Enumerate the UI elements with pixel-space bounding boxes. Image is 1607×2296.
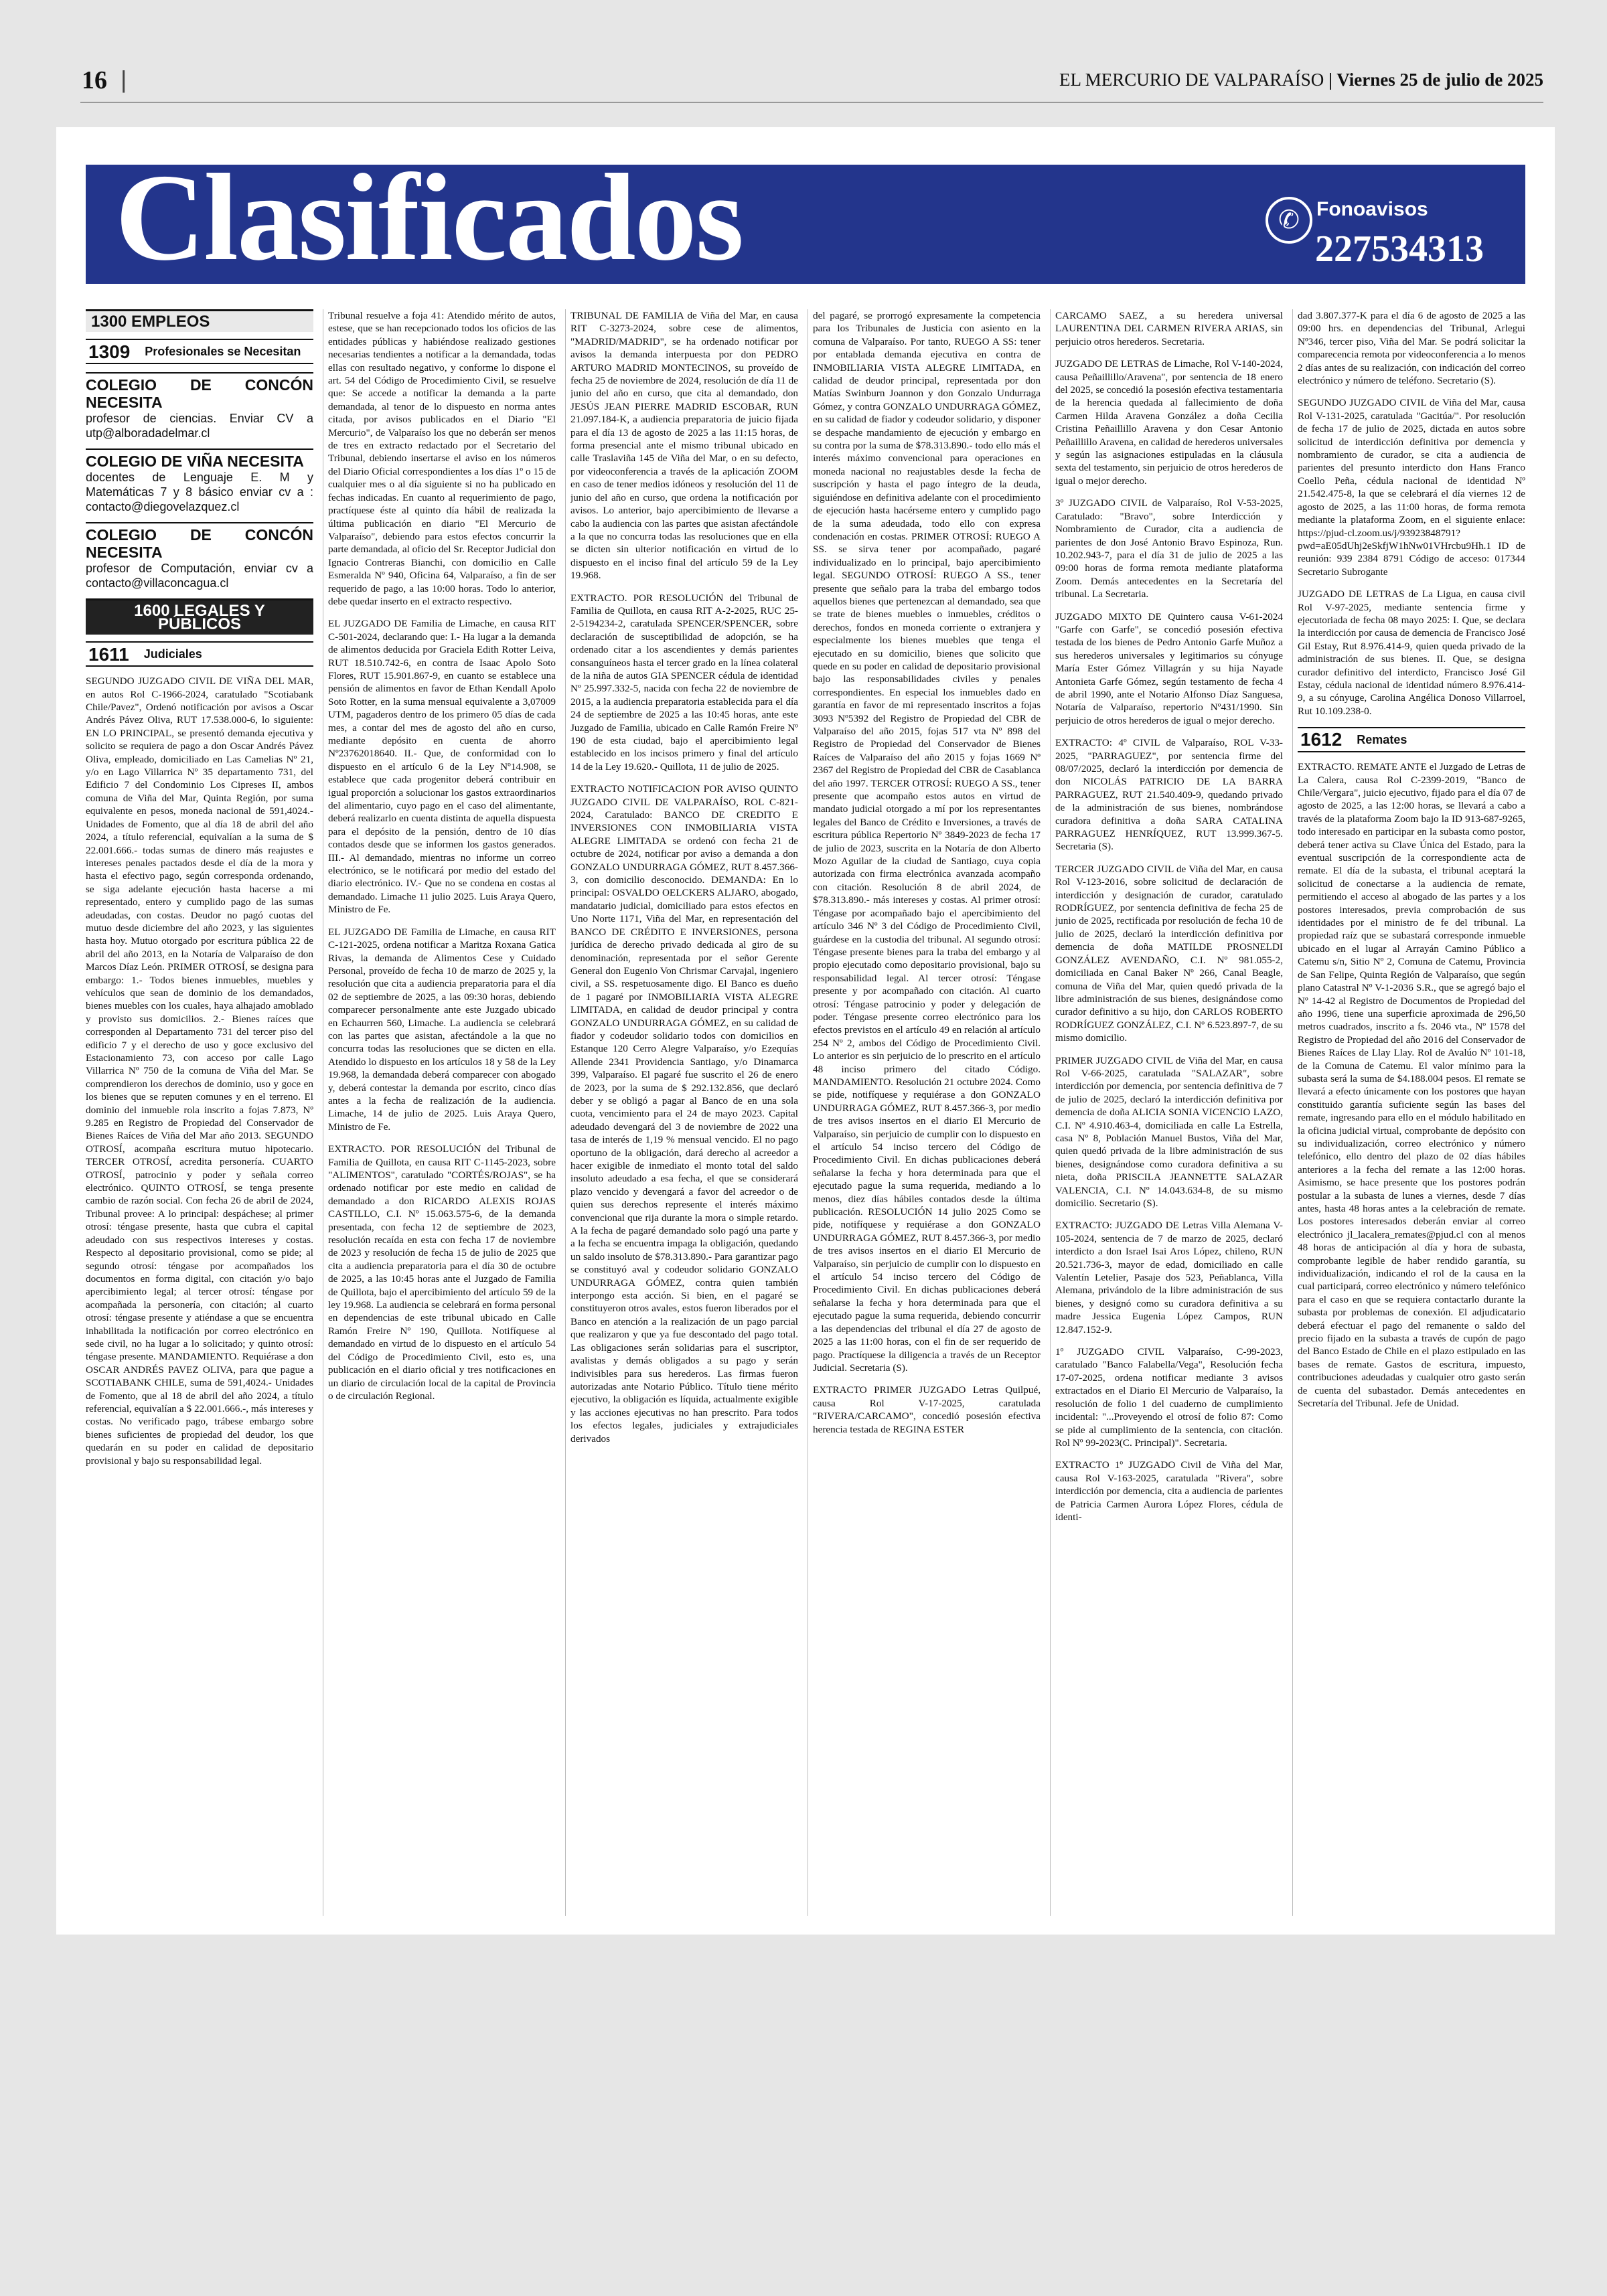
legal-notice: EXTRACTO 1º JUZGADO Civil de Viña del Mar, causa Rol V-163-2025, caratulada "Rivera", sobre interdicción por demencia, cita a audiencia de parientes de Patricia Carmen Aurora López Flores, cédula de identi-	[1055, 1459, 1283, 1523]
legal-notice: SEGUNDO JUZGADO CIVIL de Viña del Mar, causa Rol V-131-2025, caratulada "Gacitúa/". Por resolución de fecha 17 de julio de 2025, dictada en autos sobre solicitud de interdicción definitiva por demencia y nombramiento de curador, se cita a audiencia de parientes del presunto interdicto don Hans Franco Coello Peña, cédula nacional de identidad Nº 21.542.475-8, la que se celebrará el día viernes 12 de agosto de 2025, a las 11:00 horas, de forma remota mediante la plataforma Zoom, en el siguiente enlace: https://pjud-cl.zoom.us/j/93923848791?pwd=aE05dUhj2eSkfjW1hNw01VHrcbu9Hh.1 ID de reunión: 939 2384 8791 Código de acceso: 017344 Secretario Subrogante	[1298, 397, 1525, 578]
publication-name: EL MERCURIO DE VALPARAÍSO	[1059, 70, 1324, 90]
legal-notice: EL JUZGADO DE Familia de Limache, en causa RIT C-501-2024, declarando que: I.- Ha lugar a la demanda de alimentos deducida por Graciela Edith Rotter Leiva, RUT 18.510.742-6, en contra de Isaac Apolo Soto Flores, RUT 15.901.867-9, en cuanto se establece una pensión de alimentos en favor de Ethan Kendall Apolo Soto Rotter, en la suma mensual equivalente a 3,07009 UTM, pagaderos dentro de los primero 05 días de cada mes, a contar del mes de agosto del año en curso, mediante depósito en cuenta de ahorro Nº23762018640. II.- Que, de conformidad con lo dispuesto en el artículo 6 de la Ley Nº14.908, se establece que cada progenitor deberá contribuir en igual proporción a solucionar los gastos extraordinarios del alimentario, cuyo pago en el caso del alimentante, deberá realizarlo en cuenta distinta de aquella dispuesta para el depósito de la pensión, dentro de 10 días contados desde que se informen los gastos generados. III.- Al demandado, mientras no informe un correo electrónico, se le notificará por medio del estado del diario electrónico. IV.- Que no se condena en costas al demandado. Limache 11 julio 2025. Luis Araya Quero, Ministro de Fe.	[328, 618, 556, 916]
ad-body: docentes de Lenguaje E. M y Matemáticas 7 y 8 básico enviar cv a : contacto@diegovelazquez.cl	[86, 471, 313, 514]
legal-notice: EXTRACTO: 4º CIVIL de Valparaíso, ROL V-33-2025, "PARRAGUEZ", por sentencia firme del 08/07/2025, declaró la interdicción por demencia de don NICOLÁS PATRICIO DE LA BARRA PARRAGUEZ, RUT 21.540.409-9, quedando privado de la administración de sus bienes, nombrándose curadora definitiva a doña SARA CATALINA PARRAGUEZ HENRÍQUEZ, RUT 13.999.367-5. Secretaria (S).	[1055, 737, 1283, 853]
classifieds-columns	[86, 309, 1525, 1916]
legal-notice: del pagaré, se prorrogó expresamente la competencia para los Tribunales de Justicia con asiento en la comuna de Valparaíso. Por tanto, RUEGO A SS: tener por entablada demanda ejecutiva en contra de INMOBILIARIA VISTA ALEGRE LIMITADA, en calidad de deudor principal, representada por don Matías Swinburn Joannon y don Gonzalo Undurraga Gómez, y contra GONZALO UNDURRAGA GÓMEZ, en su calidad de fiador y codeudor solidario, y disponer se despache mandamiento de ejecución y embargo en su contra por la suma de $78.313.890.- todo ello más el interés máximo convencional para operaciones en moneda nacional no reajustables desde la fecha de suscripción y hasta el pago íntegro de la deuda, siguiéndose en definitiva adelante con el procedimiento de ejecución hasta hacérseme entero y cumplido pago de la suma adeudada, todo ello con expresa condenación en costas. PRIMER OTROSÍ: RUEGO A SS. se sirva tener por acompañado, pagaré individualizado en lo principal, bajo apercibimiento legal. SEGUNDO OTROSÍ: RUEGO A SS., tener presente que señalo para la traba del embargo todos aquellos bienes que pertenezcan al demandado, sea que se trate de bienes muebles o inmuebles, créditos o derechos, fondos en moneda corriente o extranjera y especialmente los bienes muebles que tenga el ejecutado en su domicilio, bienes que solicito que quede en su poder en calidad de depositario provisional bajo las responsabilidades civiles y penales correspondientes. En especial los inmuebles dado en garantía en favor de mi representado inscritos a fojas 3093 Nº5392 del Registro de Propiedad del CBR de Valparaíso del año 2015, fojas 517 vta Nº 898 del Registro de Propiedad del Conservador de Bienes Raíces de Valparaíso del año 2015 y fojas 1669 Nº 2367 del Registro de Propiedad del CBR de Casablanca del año 1997. TERCER OTROSÍ: RUEGO A SS., tener presente que acompaño estos autos en virtud de mandato judicial otorgado a mí por los representantes legales del Banco de Crédito e Inversiones, a través de escritura pública Repertorio Nº 3849-2023 de fecha 17 de julio de 2023, suscrita en la Notaría de don Alberto Mozo Aguilar de la ciudad de Santiago, cuya copia autorizada con firma electrónica avanzada acompaño con citación. Resolución 8 de abril 2024, de $78.313.890.- más intereses y costas. Al primer otrosí: Téngase por acompañado bajo el apercibimiento del artículo 346 Nº 3 del Código de Procedimiento Civil, guárdese en la custodia del tribunal. Al segundo otrosí: Téngase presente bienes para la traba del embargo y al propio ejecutado como depositario provisional, bajo su responsabilidad legal. Al tercer otrosí: Téngase presente y por acompañado con citación. Al cuarto otrosí: Téngase patrocinio y poder y delegación de poder. Téngase presente correo electrónico para los efectos previstos en el artículo 49 en relación al artículo 254 Nº 2, ambos del Código de Procedimiento Civil. Lo anterior es sin perjuicio de lo prescrito en el artículo 48 inciso primero del citado Código. MANDAMIENTO. Resolución 21 octubre 2024. Como se pide, notifíquese y requiérase a don GONZALO UNDURRAGA GÓMEZ, RUT 8.457.366-3, por medio de tres avisos insertos en el diario El Mercurio de Valparaíso, sin perjuicio de cumplir con lo dispuesto en el artículo 54 inciso tercero del Código de Procedimiento Civil. En dichas publicaciones deberá señalarse la fecha y hora determinada para que el ejecutado pague la suma requerida, mediando a lo menos, diez días hábiles contados desde la última publicación. RESOLUCIÓN 14 julio 2025 Como se pide, notifíquese y requiérase a don GONZALO UNDURRAGA GÓMEZ, RUT 8.457.366-3, por medio de tres avisos insertos en el diario El Mercurio de Valparaíso, sin perjuicio de cumplir con lo dispuesto en el artículo 54 inciso tercero del Código de Procedimiento Civil. En dichas publicaciones deberá señalarse la fecha y hora determinada para que el ejecutado pague la suma requerida, debiendo concurrir a las dependencias del tribunal el día 27 de agosto de 2025 a las 11:00 horas, con el fin de ser requerido de pago. Practíquese la diligencia a través de un Receptor Judicial. Secretaria (S).	[813, 310, 1041, 1374]
page-number: 16	[82, 66, 107, 94]
subsection-name: Judiciales	[143, 647, 202, 661]
page-number-separator: |	[121, 66, 127, 93]
legal-notice: EL JUZGADO DE Familia de Limache, en causa RIT C-121-2025, ordena notificar a Maritza Roxana Gatica Rivas, la demanda de Alimentos Cese y Cuidado Personal, proveído de fecha 10 de marzo de 2025 y, la resolución que cita a audiencia preparatoria para el día 02 de septiembre de 2025, a las 09:30 horas, debiendo comparecer personalmente ante este Juzgado ubicado en Echaurren 560, Limache. La audiencia se celebrará con las partes que asistan, afectándole a la que no concurra todas las resoluciones que se dicten en ella. Atendido lo dispuesto en los artículos 18 y 58 de la Ley 19.968, la demandada deberá comparecer con abogado y, deberá contestar la demanda por escrito, cinco días antes a la fecha de realización de la audiencia. Limache, 14 de julio de 2025. Luis Araya Quero, Ministro de Fe.	[328, 926, 556, 1133]
legal-notice: EXTRACTO. POR RESOLUCIÓN del Tribunal de Familia de Quillota, en causa RIT A-2-2025, RUC 25-2-5194234-2, caratulada SPENCER/SPENCER, sobre declaración de susceptibilidad de adopción, se ha ordenado citar a los ascendientes y demás parientes consanguíneos hasta el tercer grado en la línea colateral de la niña de autos GIA SPENCER cédula de identidad Nº 25.997.332-5, nacida con fecha 22 de noviembre de 2015, a la audiencia preparatoria establecida para el día 24 de septiembre de 2025 a las 10:45 horas, ante este Juzgado de Familia, ubicado en Calle Ramón Freire Nº 190 de esta ciudad, bajo el apercibimiento legal establecido en los incisos primero y final del artículo 14 de la Ley 19.620.- Quillota, 11 de julio de 2025.	[570, 592, 798, 772]
column-6	[1298, 309, 1525, 1916]
ad-title: COLEGIO DE CONCÓN NECESITA	[86, 372, 313, 411]
column-1	[86, 309, 313, 1916]
legal-notice: 3º JUZGADO CIVIL de Valparaíso, Rol V-53-2025, Caratulado: "Bravo", sobre Interdicción y Nombramiento de Curador, cita a audiencia de parientes de don José Antonio Bravo Espinoza, Run. 10.202.943-7, para el día 31 de julio de 2025 a las 09:00 horas de forma remota mediante plataforma Zoom. Demás antecedentes en la Secretaría del tribunal. La Secretaria.	[1055, 497, 1283, 600]
classifieds-banner	[86, 149, 1525, 286]
subsection-remates	[1298, 727, 1525, 752]
publication-date: Viernes 25 de julio de 2025	[1336, 70, 1543, 90]
ad-title: COLEGIO DE CONCÓN NECESITA	[86, 522, 313, 561]
section-empleos: 1300 EMPLEOS	[86, 309, 313, 332]
legal-notice: TRIBUNAL DE FAMILIA de Viña del Mar, en causa RIT C-3273-2024, sobre cese de alimentos, "MADRID/MADRID", se ha ordenado notificar por avisos la demanda interpuesta por don PEDRO ARTURO MADRID MONTECINOS, su proveído de fecha 25 de noviembre de 2024, resolución de día 11 de junio del año en curso, que cita al demandado, don JESÚS JEAN PIERRE MADRID ESCOBAR, RUN 21.097.184-K, a audiencia preparatoria de juicio fijada para el día 13 de agosto de 2025 a las 11:15 horas, de forma presencial ante el mismo tribunal ubicado en calle Traslaviña 145 de Viña del Mar, o en su defecto, por videoconferencia a través de la aplicación ZOOM en caso de tener medios idóneos y resolución del 11 de junio del año en curso, que ordena la notificación por avisos. Lo anterior, bajo apercibimiento de llevarse a cabo la audiencia con las partes que asistan afectándole a la que no concurra todas las resoluciones que en ella se dicten sin ulterior notificación en virtud de lo dispuesto en el inciso final del artículo 59 de la Ley 19.968.	[570, 310, 798, 582]
column-3	[570, 309, 798, 1916]
legal-notice: TERCER JUZGADO CIVIL de Viña del Mar, en causa Rol V-123-2016, sobre solicitud de declaración de interdicción y designación de curador, caratulado RODRÍGUEZ, por sentencia definitiva de fecha 25 de junio de 2025, rectificada por resolución de fecha 10 de julio de 2025, declaró la interdicción definitiva por demencia de doña MATILDE PROSNELDI GONZÁLEZ AVENDAÑO, C.I. Nº 981.055-2, domiciliada en Canal Baker Nº 266, Canal Beagle, comuna de Viña del Mar, quien quedó privada de la libre administración de sus bienes, designándose como curador definitivo a su hijo, don CARLOS ROBERTO RODRÍGUEZ GONZÁLEZ, C.I. Nº 6.523.897-7, de su mismo domicilio.	[1055, 863, 1283, 1044]
legal-notice: JUZGADO DE LETRAS de Limache, Rol V-140-2024, causa Peñaillillo/Aravena", por sentencia de 18 enero del 2025, se concedió la posesión efectiva testamentaria de la herencia quedada al fallecimiento de doña Carmen Hilda Aravena González a doña Cecilia Cristina Peñaillillo Aravena y don Cesar Antonio Peñaillillo Aravena, en calidad de herederos universales y según las asignaciones estipuladas en la cláusula sexta del testamento, sin perjuicio de otros herederos de igual o mejor derecho.	[1055, 358, 1283, 487]
fonoavisos-number: 227534313	[1315, 228, 1484, 270]
column-divider	[1050, 309, 1051, 1916]
legal-notice: JUZGADO MIXTO DE Quintero causa V-61-2024 "Garfe con Garfe", se concedió posesión efectiva testada de los bienes de Pedro Antonio Garfe Muñoz a sus herederos universales y legitimarios su cónyuge María Ester Gómez Villagrán y su hija Nayade Antonieta Garfe Gómez, según testamento de fecha 4 de abril 1990, ante el Notario Alfonso Díaz Sanguesa, Notaría de Valparaíso, repertorio Nº431/1990. Sin perjuicio de otros herederos de igual o mejor derecho.	[1055, 610, 1283, 726]
legal-notice: EXTRACTO. REMATE ANTE el Juzgado de Letras de La Calera, causa Rol C-2399-2019, "Banco de Chile/Vergara", juicio ejecutivo, fijado para el día 07 de agosto de 2025, a las 12:00 horas, se llevará a cabo a través de la plataforma Zoom bajo la ID 913-687-9265, todo interesado en participar en la subasta como postor, deberá tener activa su Clave Única del Estado, para la eventual suscripción de la correspondiente acta de remate. El día de la subasta, el tribunal aceptará la solicitud de conectarse a la audiencia de remate, permitiendo el acceso al abogado de las partes y a los postores interesados, previa comprobación de sus identidades por el ministro de fe del tribunal. La propiedad raíz que se subastará corresponde inmueble ubicado en el lugar al Arrayán Camino Público a Catemu s/n, Sitio Nº 2, Comuna de Catemu, Provincia de San Felipe, Quinta Región de Valparaíso, que según plano Catastral Nº V-1-2036 S.R., que se agregó bajo el Nº 14-42 al Registro de Documentos de Propiedad del año 1996, tiene una superficie aproximada de 296,50 metros cuadrados, inscrito a fs. 2046 vta., Nº 1578 del Registro de Propiedad del año 2016 del Conservador de Bienes Raíces de Llay Llay. Rol de Avalúo Nº 101-18, de la Comuna de Catemu. El valor mínimo para la subasta será la suma de $4.188.004 pesos. El remate se llevará a efecto únicamente con los postores que hayan constituido garantía suficiente según las bases del remate, ingresando para ello en el módulo habilitado en la oficina judicial virtual, comprobante de depósito con su individualización, correo electrónico y número telefónico, ello dentro del plazo de 02 días hábiles anteriores a la fecha del remate a las 12:00 horas. Asimismo, se hace presente que los postores podrán postular a la subasta de lunes a viernes, desde 7 días antes, hasta 48 horas antes a la celebración de remate. Los postores interesados deberán enviar al correo electrónico jl_lacalera_remates@pjud.cl con al menos 48 horas de anticipación al día y hora de subasta, comprobante legible de haber rendido garantía, su individualización, indicando el rol de la causa en la cual participará, correo electrónico y número telefónico para el caso en que se requiera contactarlo durante la subasta por problemas de conexión. El adjudicatario deberá efectuar el pago del remanente o saldo del precio fijado en la subasta a través de cupón de pago del Banco Estado de Chile en el plazo estipulado en las bases de remate. Gastos de escritura, impuesto, contribuciones adeudadas y cualquier otro gasto serán de cuenta del subastador. Demás antecedentes en Secretaría del Tribunal. Jefe de Unidad.	[1298, 761, 1525, 1410]
masthead-separator: |	[1328, 70, 1337, 90]
column-divider	[565, 309, 566, 1916]
subsection-code: 1611	[88, 643, 129, 665]
subsection-code: 1309	[88, 341, 131, 362]
subsection-judiciales	[86, 641, 313, 667]
ad-body: profesor de ciencias. Enviar CV a utp@alboradadelmar.cl	[86, 412, 313, 440]
banner-title: Clasificados	[115, 149, 743, 286]
legal-notice: PRIMER JUZGADO CIVIL de Viña del Mar, en causa Rol V-66-2025, caratulada "SALAZAR", sobre interdicción por demencia, por sentencia definitiva de 7 de julio de 2025, declaró la interdicción definitiva por demencia de doña ALICIA SONIA VICENCIO LAZO, C.I. Nº 4.910.463-4, domiciliada en calle La Estrella, casa Nº 8, Población Manuel Bustos, Viña del Mar, quien quedó privada de la libre administración de sus bienes, designándose como curadora definitiva a su nieta, doña PRISCILA JEANNETTE SALAZAR VALENCIA, C.I. Nº 14.043.634-8, de su mismo domicilio. Secretario (S).	[1055, 1054, 1283, 1209]
column-2	[328, 309, 556, 1916]
section-legales: 1600 LEGALES Y PÚBLICOS	[86, 598, 313, 635]
legal-notice: EXTRACTO. POR RESOLUCIÓN del Tribunal de Familia de Quillota, en causa RIT C-1145-2023, sobre "ALIMENTOS", caratulado "CORTÉS/ROJAS", se ha ordenado notificar por este medio en calidad de demandado a don RICARDO ALEXIS ROJAS CASTILLO, C.I. Nº 15.063.575-6, de la demanda presentada, con fecha 12 de septiembre de 2023, resolución recaída en esta con fecha 17 de noviembre de 2023 y resolución de fecha 15 de julio de 2025 que cita a audiencia preparatoria para el día 30 de octubre de 2025, a las 10:45 horas ante el Juzgado de Familia de Quillota, bajo el apercibimiento del artículo 59 de la ley 19.968. La audiencia se celebrará en forma personal en dependencias de este tribunal ubicado en Calle Ramón Freire Nº 190, Quillota. Notifíquese al demandado en virtud de lo dispuesto en el artículo 54 del Código de Procedimiento Civil, esto es, una publicación en el diario oficial y tres notificaciones en un diario de circulación local de la capital de Provincia o de circulación Regional.	[328, 1143, 556, 1402]
column-4	[813, 309, 1041, 1916]
legal-notice: EXTRACTO NOTIFICACION POR AVISO QUINTO JUZGADO CIVIL DE VALPARAÍSO, ROL C-821-2024, Caratulado: BANCO DE CREDITO E INVERSIONES CON INMOBILIARIA VISTA ALEGRE LIMITADA se ordenó con fecha 21 de octubre de 2024, notificar por aviso a demanda a don GONZALO UNDURRAGA GÓMEZ, RUT 8.457.366-3, con domicilio desconocido. DEMANDA: En lo principal: OSVALDO OELCKERS ALJARO, abogado, mandatario judicial, domiciliado para estos efectos en Uno Norte 1171, Viña del Mar, en representación del BANCO DE CRÉDITO E INVERSIONES, persona jurídica de derecho privado dedicada al giro de su denominación, representada por el señor Gerente General don Eugenio Von Chrismar Carvajal, ingeniero civil, a SS. respetuosamente digo. El Banco es dueño de 1 pagaré por INMOBILIARIA VISTA ALEGRE LIMITADA, en calidad de deudor principal y contra GONZALO UNDURRAGA GÓMEZ, en su calidad de fiador y codeudor solidario todos con domicilios en Estanque 120 Cerro Alegre Valparaíso, y/o Ezequías Allende 2341 Providencia Santiago, y/o Dinamarca 399, Valparaíso. El pagaré fue suscrito el 26 de enero de 2023, por la suma de $ 292.132.856, que declaró deber y se obligó a pagar al Banco de en una sola cuota, vencimiento para el 24 de mayo 2023. Capital adeudado devengará del 3 de noviembre de 2022 una tasa de interés de 1,19 % mensual vencido. El no pago oportuno de la obligación, dará derecho al acreedor a hacer exigible de inmediato el monto total del saldo insoluto adeudado a esa fecha, el que se considerará plazo vencido y devengará a favor del acreedor o de quien sus derechos represente el interés máximo convencional que rija durante la mora o simple retardo. A la fecha de pagaré demandado solo pagó una parte y a la fecha se encuentra impaga la obligación, quedando un saldo insoluto de $78.313.890.- Para garantizar pago se constituyó aval y codeudor solidario GONZALO UNDURRAGA GÓMEZ, contra quien también interpongo esta acción. Si bien, en el pagaré se constituyeron otros avales, estos fueron liberados por el Banco en atención a la realización de un pago parcial que realizaron y que ya fue descontado del pago total. Las obligaciones serán solidarias para el suscriptor, avalistas y demás obligados a su pago y serán indivisibles para sus herederos. Las firmas fueron autorizadas ante Notario Público. Título tiene mérito ejecutivo, la obligación es líquida, actualmente exigible y las acciones ejecutivas no han prescrito. Para todos los efectos legales, judiciales y extrajudiciales derivados	[570, 783, 798, 1445]
legal-notice: dad 3.807.377-K para el día 6 de agosto de 2025 a las 09:00 hrs. en dependencias del Tribunal, Arlegui Nº346, tercer piso, Viña del Mar. Se podrá solicitar la comparecencia remota por videoconferencia a lo menos 2 días antes de su realización, con indicación del correo electrónico y número de teléfono. Secretario (S).	[1298, 310, 1525, 387]
page-header	[0, 0, 1607, 124]
legal-notice: EXTRACTO: JUZGADO DE Letras Villa Alemana V-105-2024, sentencia de 7 de marzo de 2025, declaró interdicto a don Israel Isai Aros López, chileno, RUN 20.521.736-3, mayor de edad, domiciliado en calle Valentín Letelier, Pasaje dos 523, Peñablanca, Villa Alemana, privándolo de la libre administración de sus bienes, y designó como su curadora definitiva a su madre Jessica Eugenia López Campos, RUN 12.847.152-9.	[1055, 1220, 1283, 1335]
header-rule	[80, 102, 1543, 103]
classifieds-sheet	[56, 127, 1555, 1935]
column-5	[1055, 309, 1283, 1916]
subsection-profesionales	[86, 339, 313, 364]
legal-notice: SEGUNDO JUZGADO CIVIL DE VIÑA DEL MAR, en autos Rol C-1966-2024, caratulado "Scotiabank Chile/Pavez", Ordenó notificación por avisos a Oscar Andrés Pávez Oliva, RUT 17.538.000-6, lo siguiente: EN LO PRINCIPAL, se presentó demanda ejecutiva y solicito se requiera de pago a don Oscar Andrés Pávez Oliva, empleado, domiciliado en Las Camelias Nº 21, y/o en Lago Villarrica Nº 35 departamento 731, del Edificio 7 del Condominio Los Cipreses II, ambos comuna de Viña del Mar, Quinta Región, por suma equivalente en pesos, moneda nacional de 591,4024.- Unidades de Fomento, que al día 18 de abril del año 2024, a título referencial, equivalían a la suma de $ 22.001.666.- todas sumas de dinero más reajustes e intereses penales pactados desde el día de la mora y hasta el efectivo pago, según corresponda ordenando, se siga adelante ejecución hasta hacerse a mi representado, entero y cumplido pago de las sumas adeudadas, con costas. Deudor no pagó cuotas del mutuo desde diciembre del año 2023, y las siguientes hasta hoy. Mutuo otorgado por escritura pública 22 de abril del año 2013, en la Notaría de Valparaíso de don Marcos Díaz León. PRIMER OTROSÍ, se designa para embargo: 1.- Todos bienes inmuebles, muebles y vehículos que sean de dominio de los demandados, bienes muebles con los cuales, haya alhajado amoblado y provisto sus domicilios. 2.- Bienes raíces que corresponden al Departamento 731 del tercer piso del edificio 7 y el derecho de uso y goce exclusivo del Estacionamiento 73, con acceso por calle Lago Villarrica Nº 750 de la comuna de Viña del Mar. Se comprendieron los derechos de dominio, uso y goce en los bienes que se reputen comunes y en el terreno. El dominio del inmueble rola inscrito a fojas 7.873, Nº 9.285 en Registro de Propiedad del Conservador de Bienes Raíces de Viña del Mar año 2013. SEGUNDO OTROSÍ, acompaña escritura mutuo hipotecario. TERCER OTROSÍ, acredita personería. CUARTO OTROSÍ, patrocinio y poder y señala correo electrónico. QUINTO OTROSÍ, se tenga presente cambio de razón social. Con fecha 26 de abril de 2024, Tribunal provee: A lo principal: despáchese; al primer otrosí: téngase presente, hasta que cubra el capital adeudado con sus respectivos intereses y costas. Respecto al depositario provisional, como se pide; al segundo otrosí: téngase por acompañados los documentos en forma digital, con citación y/o bajo apercibimiento legal; al tercer otrosí: téngase por acompañada la personería, con citación; al cuarto otrosí: téngase presente y atiéndase a que se encuentra inhabilitada la notificación por correo electrónico en sede civil, no ha lugar a lo solicitado; y quinto otrosí: téngase presente. MANDAMIENTO. Requiérase a don OSCAR ANDRÉS PAVEZ OLIVA, para que pague a SCOTIABANK CHILE, suma de 591,4024.- Unidades de Fomento, que al 18 de abril del año 2024, a título referencial, equivalían a $ 22.001.666.-, más intereses y costas. No verificado pago, trábese embargo sobre bienes suficientes de propiedad del deudor, los que quedarán en su poder en calidad de depositario provisional y bajo su responsabilidad legal.	[86, 675, 313, 1467]
legal-notice: 1º JUZGADO CIVIL Valparaíso, C-99-2023, caratulado "Banco Falabella/Vega", Resolución fecha 17-07-2025, ordena notificar mediante 3 avisos extractados en el Diario El Mercurio de Valparaíso, la resolución de folio 1 del cuaderno de cumplimiento incidental: "...Proveyendo el otrosí de folio 87: Como se pide al cumplimiento de la sentencia, con citación. Rol Nº 99-2023(C. Principal)". Secretaria.	[1055, 1346, 1283, 1449]
masthead	[1059, 70, 1543, 90]
subsection-name: Remates	[1357, 733, 1407, 747]
phone-icon: ✆	[1266, 197, 1312, 244]
legal-notice: JUZGADO DE LETRAS de La Ligua, en causa civil Rol V-97-2025, mediante sentencia firme y ejecutoriada de fecha 08 mayo 2025: I. Que, se declara la interdicción por causa de demencia de Francisco José Gil Estay, Rut 8.976.414-9, quien queda privado de la administración de sus bienes. II. Que, se designa curador definitivo del interdicto, Francisco José Gil Estay, cédula nacional de identidad número 8.976.414-9, a su cónyuge, Carolina Angélica Donoso Villarroel, Rut 10.109.238-0.	[1298, 588, 1525, 717]
subsection-code: 1612	[1300, 729, 1343, 750]
ad-body: profesor de Computación, enviar cv a contacto@villaconcagua.cl	[86, 562, 313, 590]
fonoavisos-label: Fonoavisos	[1316, 198, 1428, 220]
legal-notice: CARCAMO SAEZ, a su heredera universal LAURENTINA DEL CARMEN RIVERA ARIAS, sin perjuicio otros herederos. Secretaria.	[1055, 310, 1283, 347]
legal-notice: EXTRACTO PRIMER JUZGADO Letras Quilpué, causa Rol V-17-2025, caratulada "RIVERA/CARCAMO", concedió posesión efectiva herencia testada de REGINA ESTER	[813, 1384, 1041, 1435]
column-divider	[1292, 309, 1293, 1916]
subsection-name: Profesionales se Necesitan	[145, 345, 301, 359]
ad-title: COLEGIO DE VIÑA NECESITA	[86, 448, 313, 470]
legal-notice: Tribunal resuelve a foja 41: Atendido mérito de autos, estese, que se han recepcionado todos los oficios de las entidades públicas y habiéndose realizado gestiones necesarias tendientes a notificar a la demandada, todas ellas con resultado negativo, y conforme lo dispone el art. 54 del Código de Procedimiento Civil, se resuelve que: Se accede a notificar la demanda a la parte demandada, al tenor de lo dispuesto en norma antes citada, por avisos publicados en el Diario "El Mercurio", de Valparaíso los que no deberán ser menos de tres en extracto redactado por el Secretario del Tribunal, debiendo insertarse el aviso en los números del Diario Oficial correspondientes a los días 1º o 15 de cualquier mes o al día siguiente si no ha publicado en fechas indicadas. En cuanto al requerimiento de pago, practíquese éste al quinto día hábil de realizada la última publicación en diario "El Mercurio de Valparaíso", debiendo para estos efectos concurrir la parte demandada, al oficio del Sr. Receptor Judicial don Ignacio Contreras Bianchi, con domicilio en Calle Esmeralda Nº 940, Oficina 64, Valparaíso, a fin de ser requerido de pago, a las 10:00 horas. Todo lo anterior, debe quedar inserto en el extracto respectivo.	[328, 310, 556, 607]
